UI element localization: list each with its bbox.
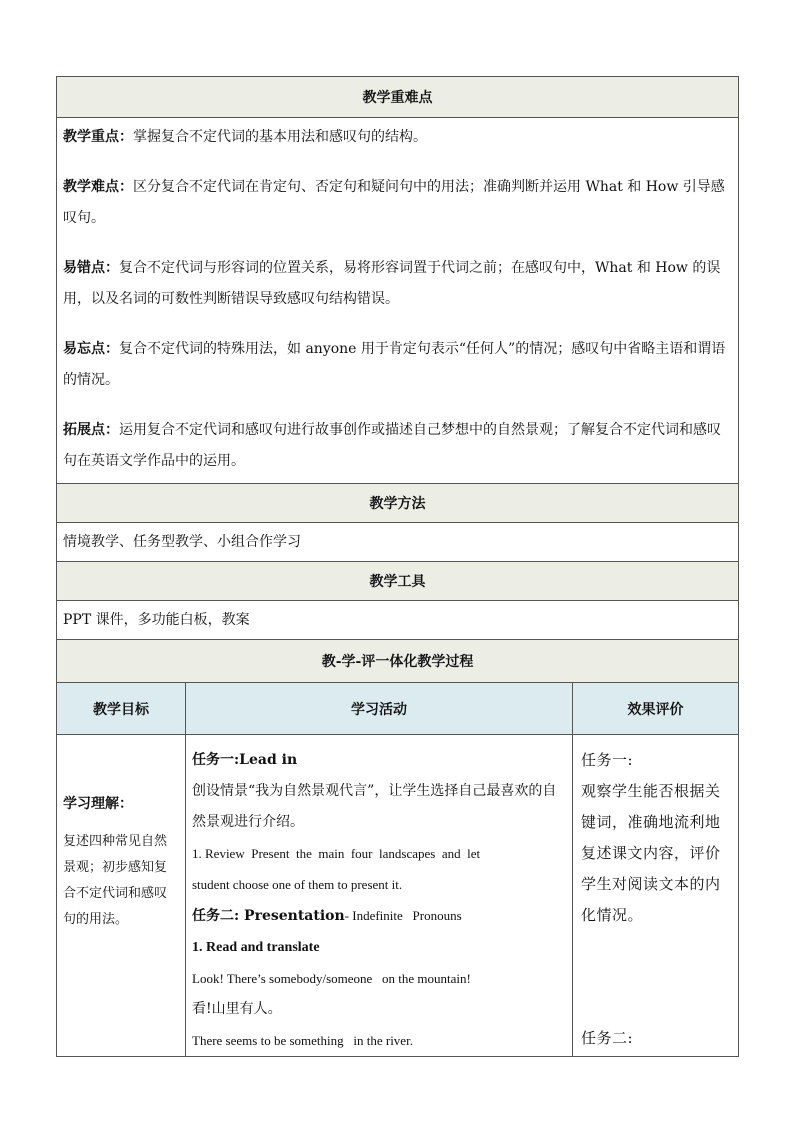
- task2-label: 任务二: Presentation- Indefinite Pronouns: [192, 908, 462, 924]
- read-translate-label: 1. Read and translate: [192, 940, 320, 955]
- evaluation-cell: [573, 735, 739, 1057]
- column-header-evaluation: 效果评价: [573, 683, 739, 735]
- easy-forget-paragraph: 易忘点：复合不定代词的特殊用法，如 anyone 用于肯定句表示“任何人”的情况；感叹句中省略主语和谓语的情况。: [63, 341, 726, 388]
- section-title-methods: 教学方法: [369, 496, 426, 512]
- section-title-key-points: 教学重难点: [362, 90, 433, 106]
- review-line-1: 1. Review Present the main four landscapes and let: [192, 846, 481, 861]
- key-points-row: [57, 118, 739, 484]
- key-points-cell: [57, 118, 739, 484]
- section-header-row: [57, 484, 739, 523]
- goal-title: 学习理解：: [63, 796, 133, 812]
- section-title-process: 教-学-评一体化教学过程: [321, 654, 474, 670]
- column-header-goal: 教学目标: [57, 683, 186, 735]
- section-header-row: [57, 77, 739, 118]
- error-prone-paragraph: 易错点：复合不定代词与形容词的位置关系，易将形容词置于代词之前；在感叹句中，What 和 How 的误用，以及名词的可数性判断错误导致感叹句结构错误。: [63, 260, 721, 307]
- goal-text: 复述四种常见自然景观；初步感知复合不定代词和感叹句的用法。: [63, 834, 168, 927]
- methods-text: 情境教学、任务型教学、小组合作学习: [57, 523, 739, 562]
- eval-task1-text: 观察学生能否根据关键词，准确地流利地复述课文内容，评价学生对阅读文本的内化情况。: [581, 782, 721, 924]
- eval-task2-label: 任务二:: [581, 1029, 634, 1047]
- task1-label: 任务一:Lead in: [192, 752, 298, 768]
- section-header-row: [57, 562, 739, 601]
- methods-row: [57, 523, 739, 562]
- column-header-row: [57, 683, 739, 735]
- column-header-activity: 学习活动: [186, 683, 573, 735]
- lesson-plan: [56, 76, 738, 1057]
- example-sentence-1: Look! There’s somebody/someone on the mountain!: [192, 971, 471, 986]
- process-row: [57, 735, 739, 1057]
- lesson-plan-table: [56, 76, 739, 1057]
- example-translation-1: 看!山里有人。: [192, 1001, 282, 1017]
- eval-task1-label: 任务一:: [581, 751, 634, 769]
- activity-cell: [186, 735, 573, 1057]
- section-header-row: [57, 640, 739, 683]
- review-line-2: student choose one of them to present it.: [192, 877, 403, 892]
- tools-text: PPT 课件，多功能白板，教案: [57, 601, 739, 640]
- tools-row: [57, 601, 739, 640]
- example-sentence-2: There seems to be something in the river.: [192, 1033, 413, 1048]
- section-title-tools: 教学工具: [369, 574, 426, 590]
- extension-paragraph: 拓展点：运用复合不定代词和感叹句进行故事创作或描述自己梦想中的自然景观；了解复合不定代词和感叹句在英语文学作品中的运用。: [63, 422, 721, 469]
- goal-cell: [57, 735, 186, 1057]
- key-point-paragraph: 教学重点：掌握复合不定代词的基本用法和感叹句的结构。: [63, 129, 427, 145]
- difficult-point-paragraph: 教学难点：区分复合不定代词在肯定句、否定句和疑问句中的用法；准确判断并运用 What 和 How 引导感叹句。: [63, 179, 725, 226]
- task1-text: 创设情景“我为自然景观代言”，让学生选择自己最喜欢的自然景观进行介绍。: [192, 783, 557, 830]
